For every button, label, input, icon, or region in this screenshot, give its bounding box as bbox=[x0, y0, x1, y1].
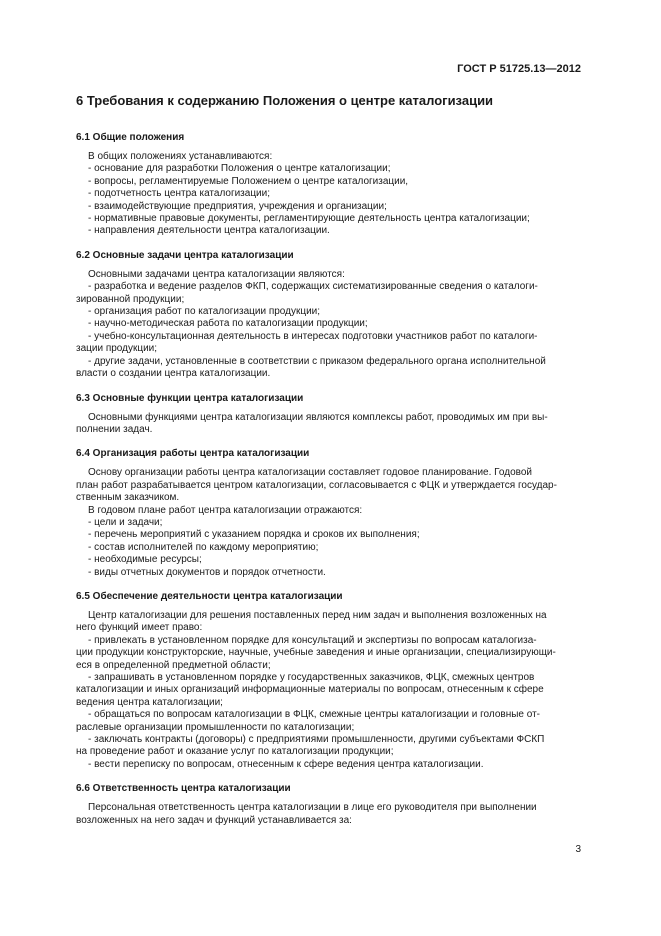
paragraph: В общих положениях устанавливаются: bbox=[88, 151, 273, 162]
heading-6-2: 6.2 Основные задачи центра каталогизации bbox=[76, 249, 294, 261]
list-item: - основание для разработки Положения о центре каталогизации; bbox=[88, 163, 391, 175]
content bbox=[76, 92, 582, 832]
list-item: - научно-методическая работа по каталогизации продукции; bbox=[88, 318, 368, 330]
paragraph-line: полнении задач. bbox=[76, 423, 153, 435]
page-number: 3 bbox=[575, 844, 581, 855]
heading-6-1: 6.1 Общие положения bbox=[76, 132, 185, 143]
paragraph-line: Основу организации работы центра каталогизации составляет годовое планирование. Годовой bbox=[88, 467, 532, 479]
list-item: - перечень мероприятий с указанием порядка и сроков их выполнения; bbox=[88, 529, 420, 541]
list-item-cont: ведения центра каталогизации; bbox=[76, 696, 223, 708]
section-6-3 bbox=[76, 392, 582, 437]
list-item-cont: власти о создании центра каталогизации. bbox=[76, 368, 271, 380]
heading-6-6: 6.6 Ответственность центра каталогизации bbox=[76, 783, 291, 795]
list-item: - нормативные правовые документы, регламентирующие деятельность центра каталогизации; bbox=[88, 213, 530, 225]
list-item: - взаимодействующие предприятия, учреждения и организации; bbox=[88, 200, 387, 212]
paragraph-line: ственным заказчиком. bbox=[76, 492, 180, 504]
list-item: - заключать контракты (договоры) с предприятиями промышленности, другими субъектами ФСКП bbox=[88, 734, 545, 746]
list-item-cont: на проведение работ и оказание услуг по каталогизации продукции; bbox=[76, 746, 394, 758]
list-item: - вести переписку по вопросам, отнесенным к сфере ведения центра каталогизации. bbox=[88, 758, 484, 770]
paragraph-line: Основными функциями центра каталогизации являются комплексы работ, проводимых им при вы- bbox=[88, 411, 548, 423]
heading-6-3: 6.3 Основные функции центра каталогизации bbox=[76, 392, 304, 404]
list-item: - учебно-консультационная деятельность в интересах подготовки участников работ по каталоги- bbox=[88, 330, 538, 342]
list-item: - обращаться по вопросам каталогизации в ФЦК, смежные центры каталогизации и головные от- bbox=[88, 709, 541, 721]
list-item: - направления деятельности центра каталогизации. bbox=[88, 225, 330, 237]
list-item: - виды отчетных документов и порядок отчетности. bbox=[88, 566, 326, 578]
paragraph-line: Персональная ответственность центра каталогизации в лице его руководителя при выполнении bbox=[88, 802, 537, 814]
section-6-2 bbox=[76, 249, 582, 381]
list-item-cont: каталогизации и иных организаций информационные материалы по вопросам, отнесенным к сфере bbox=[76, 684, 544, 696]
section-6-4 bbox=[76, 447, 582, 579]
list-item: - организация работ по каталогизации продукции; bbox=[88, 306, 321, 318]
list-item: - другие задачи, установленные в соответствии с приказом федерального органа исполнительной bbox=[88, 355, 546, 367]
paragraph-line: план работ разрабатывается центром каталогизации, согласовывается с ФЦК и утверждается государ- bbox=[76, 479, 557, 491]
section-6-6 bbox=[76, 782, 582, 827]
standard-code: ГОСТ Р 51725.13—2012 bbox=[457, 63, 581, 75]
list-item: - состав исполнителей по каждому мероприятию; bbox=[88, 541, 319, 553]
paragraph-line: него функций имеет право: bbox=[76, 622, 203, 634]
paragraph-line: Центр каталогизации для решения поставленных перед ним задач и выполнения возложенных на bbox=[88, 609, 547, 621]
list-item-cont: зированной продукции; bbox=[76, 293, 185, 305]
section-6-5 bbox=[76, 590, 582, 771]
list-item: - цели и задачи; bbox=[88, 516, 163, 528]
list-item: - привлекать в установленном порядке для консультаций и экспертизы по вопросам каталогиза- bbox=[88, 634, 537, 646]
section-6-1 bbox=[76, 131, 582, 238]
list-item: - разработка и ведение разделов ФКП, содержащих систематизированные сведения о каталоги- bbox=[88, 281, 538, 293]
heading-6-5: 6.5 Обеспечение деятельности центра каталогизации bbox=[76, 590, 343, 602]
paragraph-line: возложенных на него задач и функций устанавливается за: bbox=[76, 814, 352, 826]
list-item-cont: раслевые организации промышленности по каталогизации; bbox=[76, 721, 355, 733]
list-item: - вопросы, регламентируемые Положением о центре каталогизации, bbox=[88, 175, 409, 187]
paragraph: Основными задачами центра каталогизации являются: bbox=[88, 268, 345, 280]
paragraph: В годовом плане работ центра каталогизации отражаются: bbox=[88, 504, 363, 516]
list-item-cont: зации продукции; bbox=[76, 343, 158, 355]
list-item: - подотчетность центра каталогизации; bbox=[88, 188, 271, 200]
list-item: - запрашивать в установленном порядке у государственных заказчиков, ФЦК, смежных центров bbox=[88, 672, 535, 683]
heading-6-4: 6.4 Организация работы центра каталогизации bbox=[76, 448, 310, 460]
list-item: - необходимые ресурсы; bbox=[88, 554, 202, 566]
section-title: 6 Требования к содержанию Положения о центре каталогизации bbox=[76, 93, 494, 108]
list-item-cont: ции продукции конструкторские, научные, учебные заведения и иные организации, специализирующи- bbox=[76, 647, 556, 659]
list-item-cont: еся в определенной предметной области; bbox=[76, 659, 271, 671]
